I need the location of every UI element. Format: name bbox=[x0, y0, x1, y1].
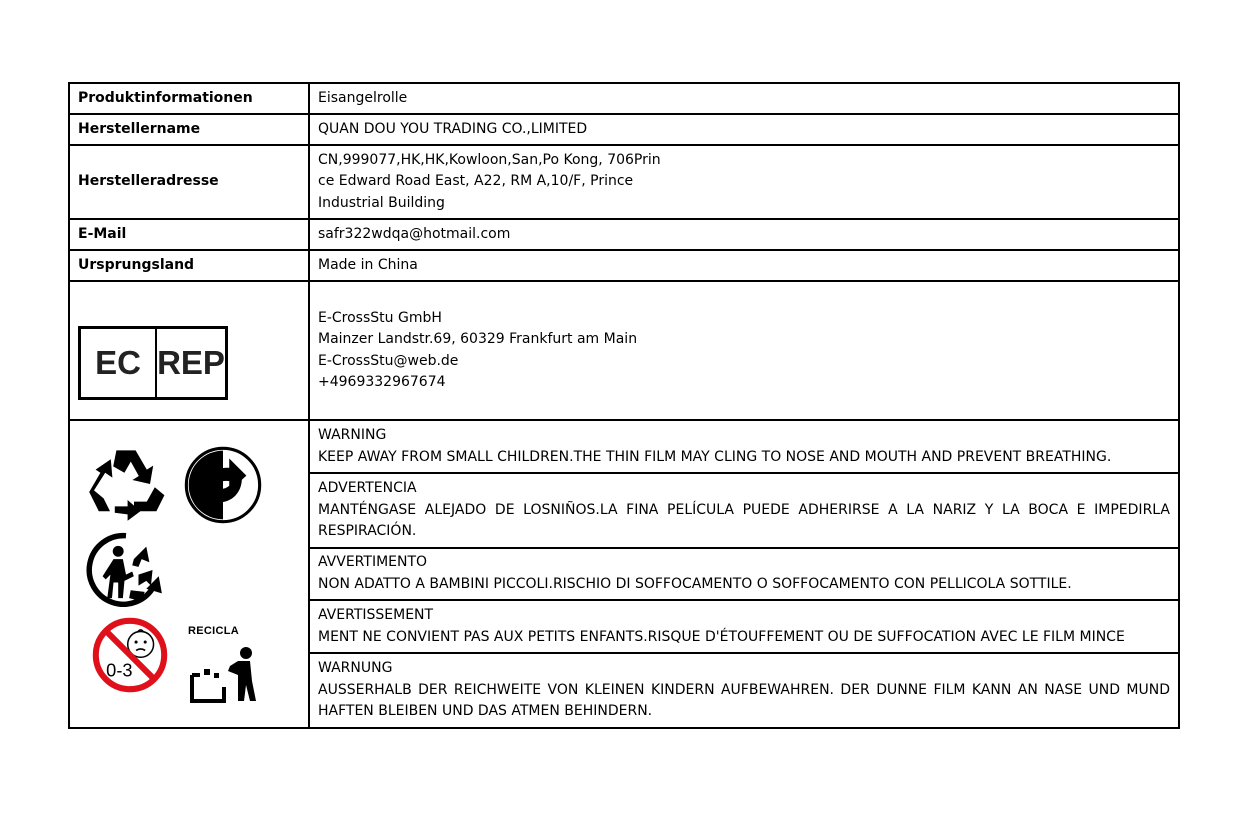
warning-title: AVERTISSEMENT bbox=[318, 607, 434, 624]
manufacturer-address-value bbox=[309, 145, 1179, 219]
table-row bbox=[69, 145, 1179, 219]
warning-es bbox=[309, 473, 1179, 547]
row-label: E-Mail bbox=[69, 219, 309, 250]
warning-title: WARNUNG bbox=[318, 660, 393, 677]
warning-text: MANTÉNGASE ALEJADO DE LOSNIÑOS.LA FINA PELÍCULA PUEDE ADHERIRSE A LA NARIZ Y LA BOCA E IMPEDIRLA RESPIRACIÓN. bbox=[318, 501, 1170, 540]
origin-country-value: Made in China bbox=[309, 250, 1179, 281]
warning-it bbox=[309, 548, 1179, 600]
warning-title: AVVERTIMENTO bbox=[318, 554, 428, 571]
email-value: safr322wdqa@hotmail.com bbox=[309, 219, 1179, 250]
table-row bbox=[69, 83, 1179, 114]
table-row bbox=[69, 219, 1179, 250]
ec-rep-left-text: EC bbox=[81, 329, 157, 397]
row-label: Ursprungsland bbox=[69, 250, 309, 281]
warning-text: NON ADATTO A BAMBINI PICCOLI.RISCHIO DI SOFFOCAMENTO O SOFFOCAMENTO CON PELLICOLA SOTTILE. bbox=[318, 575, 1072, 592]
no-children-0-3-icon bbox=[92, 617, 168, 693]
table-row bbox=[69, 114, 1179, 145]
warning-fr bbox=[309, 600, 1179, 653]
warning-title: WARNING bbox=[318, 427, 387, 444]
warning-text: MENT NE CONVIENT PAS AUX PETITS ENFANTS.RISQUE D'ÉTOUFFEMENT OU DE SUFFOCATION AVEC LE FILM MINCE bbox=[318, 628, 1125, 645]
row-label: Herstellername bbox=[69, 114, 309, 145]
recycling-icon bbox=[86, 445, 166, 523]
warning-en bbox=[309, 420, 1179, 473]
address-line: Industrial Building bbox=[318, 194, 445, 211]
ec-rep-line: E-CrossStu GmbH bbox=[318, 309, 442, 326]
product-name-value: Eisangelrolle bbox=[309, 83, 1179, 114]
warning-title: ADVERTENCIA bbox=[318, 480, 417, 497]
recicla-icon bbox=[188, 621, 260, 691]
ec-rep-details bbox=[309, 281, 1179, 420]
table-row bbox=[69, 250, 1179, 281]
green-dot-icon bbox=[184, 446, 262, 524]
ec-rep-line: +4969332967674 bbox=[318, 374, 446, 390]
ec-rep-line: E-CrossStu@web.de bbox=[318, 352, 459, 369]
tidyman-recycle-icon bbox=[86, 531, 166, 609]
row-label: Produktinformationen bbox=[69, 83, 309, 114]
address-line: CN,999077,HK,HK,Kowloon,San,Po Kong, 706Prin bbox=[318, 151, 661, 168]
table-row bbox=[69, 420, 1179, 473]
address-line: ce Edward Road East, A22, RM A,10/F, Prince bbox=[318, 173, 634, 190]
ec-rep-line: Mainzer Landstr.69, 60329 Frankfurt am Main bbox=[318, 331, 638, 347]
product-info-table bbox=[68, 82, 1180, 729]
row-label: Herstelleradresse bbox=[69, 145, 309, 219]
warning-text: KEEP AWAY FROM SMALL CHILDREN.THE THIN FILM MAY CLING TO NOSE AND MOUTH AND PREVENT BREATHING. bbox=[318, 448, 1112, 465]
warning-de bbox=[309, 653, 1179, 728]
table-row bbox=[69, 281, 1179, 420]
symbols-cell bbox=[69, 420, 309, 728]
ec-rep-right-text: REP bbox=[157, 344, 225, 382]
recicla-label: RECICLA bbox=[188, 625, 239, 637]
symbols-group bbox=[78, 421, 314, 727]
age-range-text: 0-3 bbox=[106, 659, 133, 681]
recicla-figure-icon bbox=[188, 645, 258, 703]
ec-rep-symbol-cell bbox=[69, 281, 309, 420]
ec-rep-icon bbox=[78, 326, 228, 400]
warning-text: AUSSERHALB DER REICHWEITE VON KLEINEN KINDERN AUFBEWAHREN. DER DUNNE FILM KANN AN NASE UND MUND HAFTEN BLEIBEN UND DAS ATMEN BEHINDERN. bbox=[318, 681, 1170, 720]
manufacturer-name-value: QUAN DOU YOU TRADING CO.,LIMITED bbox=[309, 114, 1179, 145]
